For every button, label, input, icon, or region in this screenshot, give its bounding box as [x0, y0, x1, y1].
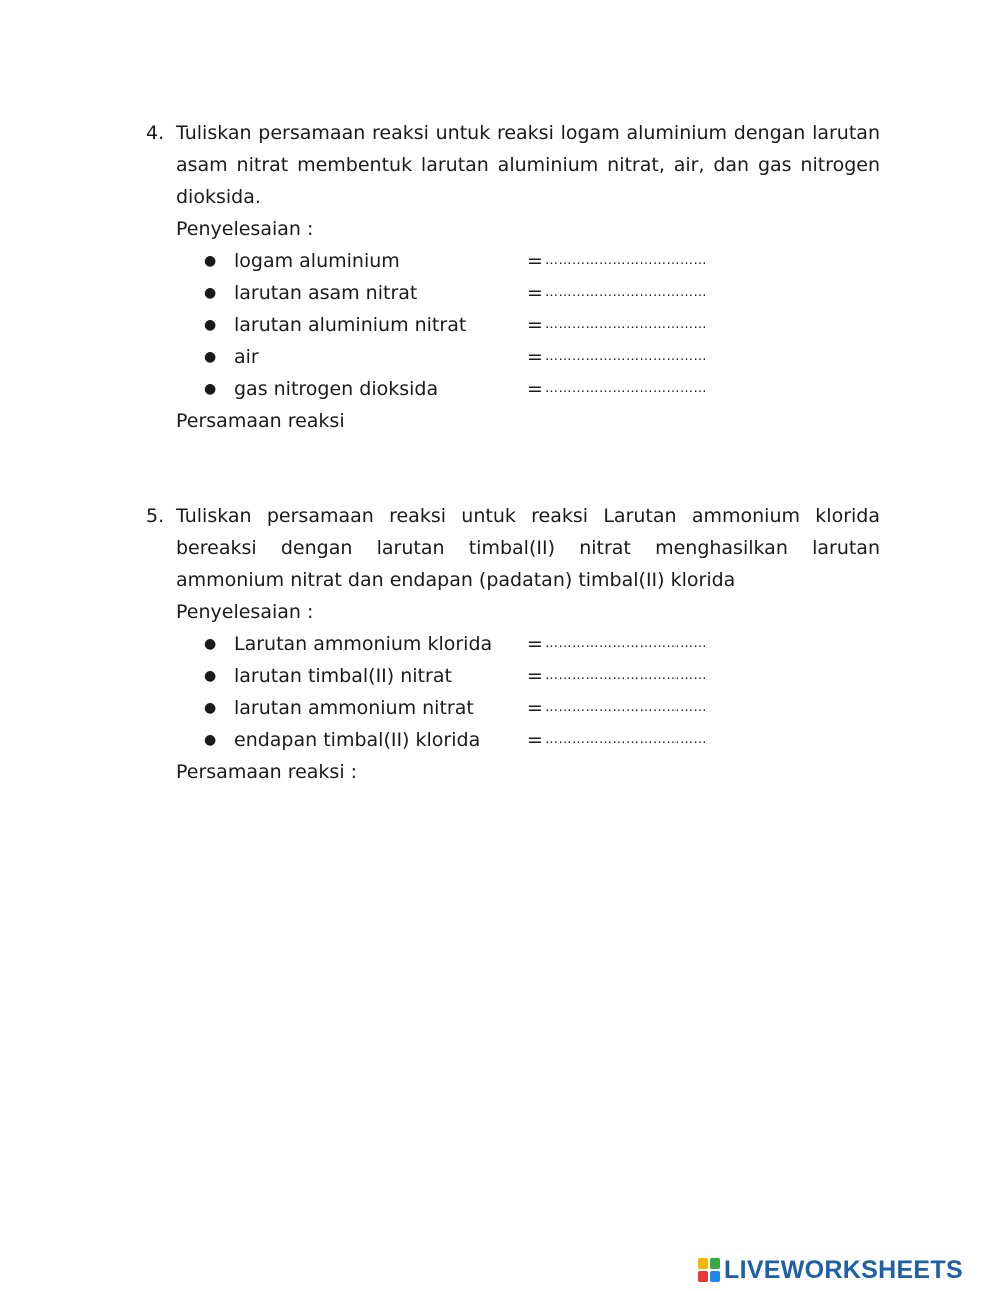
equals-sign: = [527, 697, 543, 719]
question-4-equation-label: Persamaan reaksi [176, 410, 345, 432]
logo-block-e [710, 1271, 720, 1282]
question-4-prompt [146, 117, 880, 213]
list-item [204, 373, 880, 405]
list-item [204, 628, 880, 660]
item-label: larutan aluminium nitrat [234, 314, 467, 336]
liveworksheets-logo-icon [697, 1257, 721, 1283]
answer-blank[interactable]: ……………………………… [545, 668, 707, 683]
question-5-number: 5. [146, 505, 165, 527]
logo-block-v [698, 1271, 708, 1282]
list-item [204, 724, 880, 756]
list-item [204, 341, 880, 373]
item-label: larutan timbal(II) nitrat [234, 665, 452, 687]
item-label: air [234, 346, 259, 368]
item-label: larutan asam nitrat [234, 282, 418, 304]
question-5 [146, 500, 880, 788]
bullet-icon: ● [204, 253, 217, 269]
item-label: logam aluminium [234, 250, 400, 272]
question-5-items [204, 628, 880, 756]
list-item [204, 692, 880, 724]
question-5-prompt [146, 500, 880, 596]
question-4-number: 4. [146, 122, 165, 144]
question-4 [146, 117, 880, 437]
question-4-text: Tuliskan persamaan reaksi untuk reaksi logam aluminium dengan larutan asam nitrat membentuk larutan aluminium nitrat, air, dan gas nitrogen dioksida. [176, 122, 880, 208]
equals-sign: = [527, 346, 543, 368]
question-5-solution-label: Penyelesaian : [176, 601, 314, 623]
equals-sign: = [527, 282, 543, 304]
liveworksheets-watermark [697, 1254, 963, 1286]
question-4-solution-label: Penyelesaian : [176, 218, 314, 240]
logo-block-l [698, 1258, 708, 1269]
answer-blank[interactable]: ……………………………… [545, 636, 707, 651]
item-label: Larutan ammonium klorida [234, 633, 493, 655]
list-item [204, 309, 880, 341]
answer-blank[interactable]: ……………………………… [545, 317, 707, 332]
answer-blank[interactable]: ……………………………… [545, 732, 707, 747]
bullet-icon: ● [204, 381, 217, 397]
question-4-items [204, 245, 880, 405]
answer-blank[interactable]: ……………………………… [545, 349, 707, 364]
list-item [204, 660, 880, 692]
item-label: larutan ammonium nitrat [234, 697, 474, 719]
equals-sign: = [527, 314, 543, 336]
bullet-icon: ● [204, 732, 217, 748]
list-item [204, 245, 880, 277]
answer-blank[interactable]: ……………………………… [545, 253, 707, 268]
question-5-equation-label: Persamaan reaksi : [176, 761, 358, 783]
answer-blank[interactable]: ……………………………… [545, 381, 707, 396]
item-label: endapan timbal(II) klorida [234, 729, 481, 751]
item-label: gas nitrogen dioksida [234, 378, 439, 400]
logo-block-i [710, 1258, 720, 1269]
list-item [204, 277, 880, 309]
equals-sign: = [527, 378, 543, 400]
bullet-icon: ● [204, 349, 217, 365]
bullet-icon: ● [204, 317, 217, 333]
bullet-icon: ● [204, 668, 217, 684]
equals-sign: = [527, 729, 543, 751]
bullet-icon: ● [204, 636, 217, 652]
equals-sign: = [527, 665, 543, 687]
bullet-icon: ● [204, 285, 217, 301]
equals-sign: = [527, 250, 543, 272]
answer-blank[interactable]: ……………………………… [545, 700, 707, 715]
question-5-text: Tuliskan persamaan reaksi untuk reaksi Larutan ammonium klorida bereaksi dengan larutan timbal(II) nitrat menghasilkan larutan ammonium nitrat dan endapan (padatan) timbal(II) klorida [176, 505, 880, 591]
bullet-icon: ● [204, 700, 217, 716]
answer-blank[interactable]: ……………………………… [545, 285, 707, 300]
watermark-text: LIVEWORKSHEETS [724, 1255, 963, 1284]
equals-sign: = [527, 633, 543, 655]
